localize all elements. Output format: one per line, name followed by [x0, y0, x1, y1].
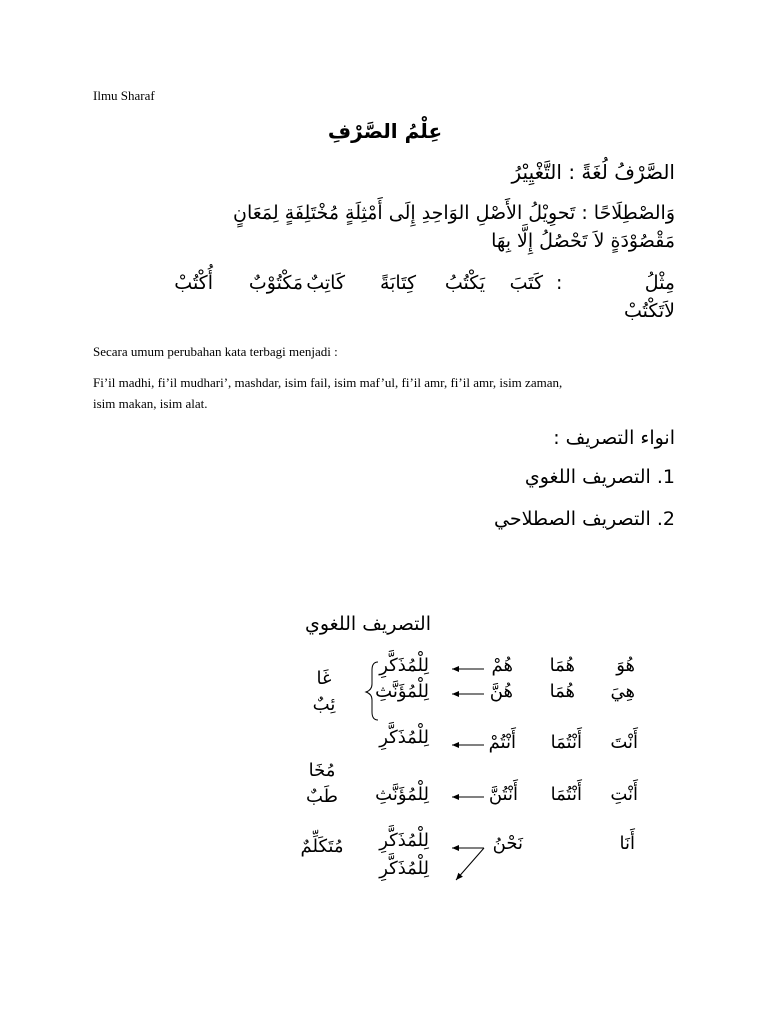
paragraph-intro: Secara umum perubahan kata terbagi menjadi :	[93, 344, 338, 359]
mithal-word: أُكْتُبْ	[174, 272, 213, 294]
list-text: التصريف الصطلاحي	[494, 508, 651, 530]
mithal-word: كِتَابَةً	[379, 272, 416, 294]
list-number: 1.	[656, 466, 675, 488]
mithal-word: كَتَبَ	[509, 272, 543, 294]
gender-label: لِلْمُذَكَّرِ	[379, 727, 429, 748]
gender-label: لِلْمُؤَنَّثِ	[375, 681, 429, 702]
pronoun-cell: هِيَ	[610, 681, 635, 702]
pronoun-cell: هُوَ	[616, 655, 635, 676]
mithal-word: يَكْتُبُ	[444, 272, 485, 294]
mithal-label: مِثْلُ	[644, 272, 675, 294]
mithal-line2: لاَتَكْتُبْ	[623, 300, 675, 322]
gender-label: لِلْمُذَكَّرِ	[379, 858, 429, 879]
pronoun-cell: هُمَا	[549, 655, 575, 676]
anwa-heading: انواء التصريف :	[553, 427, 675, 449]
paragraph-list-line1: Fi’il madhi, fi’il mudhari’, mashdar, isim fail, isim maf’ul, fi’il amr, fi’il amr, isim zaman,	[93, 375, 563, 390]
definition-lughah: الصَّرْفُ لُغَةً : التَّغْيِيْرُ	[511, 160, 675, 184]
paragraph-list-line2: isim makan, isim alat.	[93, 396, 208, 411]
list-text: التصريف اللغوي	[524, 466, 651, 488]
mithal-word: مَكْتُوْبٌ	[248, 272, 303, 294]
group-brace	[366, 662, 378, 720]
group-label-ghaib: غَائِبٌ	[312, 668, 336, 715]
definition-istilah-line1: وَالصْطِلَاحًا : تَحوِيْلُ الأَصْلِ الوَاحِدِ إِلَى أَمْثِلَةٍ مُخْتَلِفَةٍ لِمَعَانٍ	[233, 202, 675, 224]
pronoun-cell: هُنَّ	[489, 681, 513, 702]
gender-label: لِلْمُذَكَّرِ	[379, 830, 429, 851]
mithal-colon: :	[556, 272, 563, 294]
gender-label: لِلْمُؤَنَّثِ	[375, 784, 429, 805]
pronoun-cell: أَنْتُمَا	[550, 784, 582, 805]
pronoun-cell: أَنْتُنَّ	[488, 784, 518, 805]
page-title: عِلْمُ الصَّرْفِ	[327, 119, 443, 143]
arrow-row5-diagonal	[456, 848, 484, 880]
gender-label: لِلْمُذَكَّرِ	[379, 655, 429, 676]
pronoun-cell: هُمْ	[491, 655, 513, 676]
definition-istilah-line2: مَقْصُوْدَةٍ لاَ تَحْصُلُ إِلَّا بِهَا	[491, 230, 675, 252]
mithal-word: كَاتِبٌ	[306, 272, 345, 294]
pronoun-cell: أَنَا	[619, 833, 635, 854]
pronoun-cell: أَنْتَ	[610, 732, 638, 753]
pronoun-cell: أَنْتِ	[610, 784, 638, 805]
group-label-mutakallim: مُتَكَلِّمٌ	[300, 836, 344, 857]
table-title: التصريف اللغوي	[305, 613, 431, 635]
pronoun-cell: هُمَا	[549, 681, 575, 702]
doc-header: Ilmu Sharaf	[93, 88, 155, 103]
group-label-mukhatab: مُخَاطَبٌ	[305, 760, 338, 807]
pronoun-cell: نَحْنُ	[492, 833, 523, 854]
list-number: 2.	[656, 508, 675, 530]
pronoun-cell: أَنْتُمَا	[550, 732, 582, 753]
pronoun-cell: أَنْتُمْ	[488, 732, 516, 753]
